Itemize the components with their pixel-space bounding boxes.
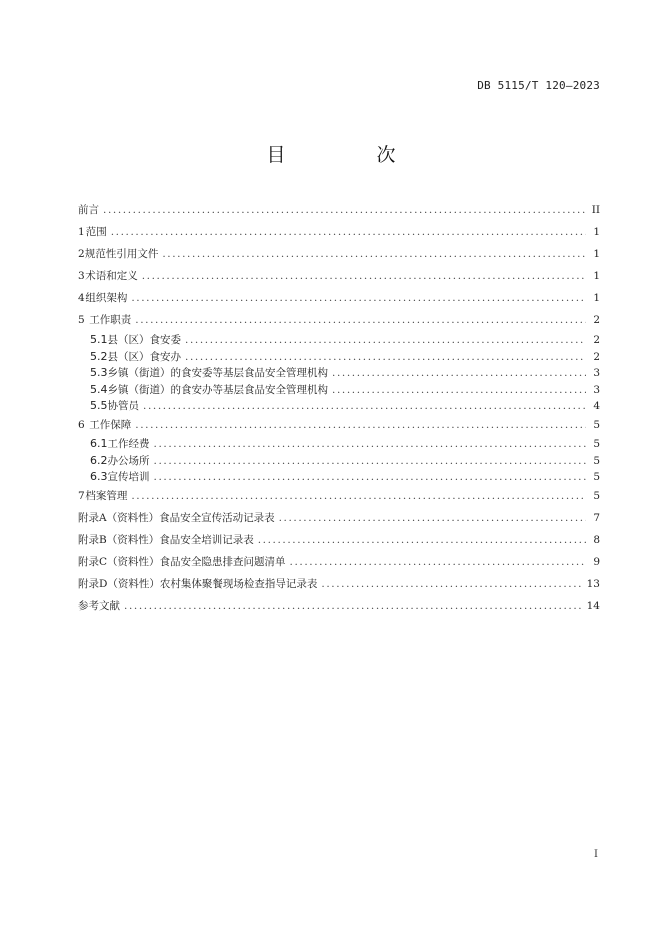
toc-dot-leader: [258, 533, 586, 548]
toc-section-number: 6.1: [90, 437, 108, 450]
toc-dot-leader: [321, 577, 580, 592]
toc-dot-leader: [143, 399, 586, 414]
toc-dot-leader: [154, 470, 587, 485]
toc-section-number: 5.4: [90, 382, 108, 396]
toc-label: 组织架构: [85, 292, 128, 304]
toc-section-number: 7: [78, 490, 85, 502]
toc-dot-leader: [111, 225, 586, 240]
toc-label: 办公场所: [107, 454, 150, 467]
toc-section-number: 4: [78, 292, 85, 304]
toc-annex-number: 附录A（资料性）: [78, 512, 160, 524]
toc-section-number: 6: [78, 419, 85, 431]
page-title: 目 次: [266, 144, 432, 166]
toc-label: 乡镇（街道）的食安办等基层食品安全管理机构: [107, 383, 328, 396]
toc-section-number: 1: [78, 226, 85, 238]
toc-dot-leader: [185, 333, 586, 348]
toc-page-number: II: [591, 204, 600, 216]
toc-page-number: 14: [586, 600, 600, 612]
toc-label: 档案管理: [85, 490, 128, 502]
toc-entry-6-2[interactable]: [78, 453, 600, 470]
toc-entry-organization[interactable]: [78, 291, 600, 313]
toc-label: 范围: [85, 226, 107, 238]
toc-section-number: 2: [78, 248, 85, 260]
toc-page-number: 5: [593, 471, 600, 483]
toc-entry-normative-references[interactable]: [78, 247, 600, 269]
toc-section-number: 5.3: [90, 366, 108, 379]
toc-dot-leader: [290, 555, 586, 570]
toc-label: 乡镇（街道）的食安委等基层食品安全管理机构: [107, 367, 328, 379]
toc-label: 前言: [78, 204, 99, 216]
toc-section-number: 5.5: [90, 399, 108, 412]
toc-label: 食品安全培训记录表: [159, 534, 254, 546]
toc-section-number: 5.1: [90, 333, 108, 346]
toc-dot-leader: [279, 511, 586, 526]
toc-section-number: 3: [78, 270, 85, 282]
toc-dot-leader: [103, 203, 586, 218]
toc-entry-5-1[interactable]: [78, 332, 600, 349]
toc-entry-foreword[interactable]: [78, 203, 600, 225]
toc-entry-annex-c[interactable]: [78, 555, 600, 577]
toc-entry-annex-d[interactable]: [78, 577, 600, 599]
toc-label: 宣传培训: [107, 471, 150, 483]
toc-dot-leader: [124, 599, 581, 614]
toc-section-number: 5: [78, 314, 85, 326]
toc-page-number: 9: [593, 556, 600, 568]
toc-dot-leader: [332, 383, 586, 398]
toc-page-number: 5: [593, 419, 600, 431]
document-number: DB 5115/T 120—2023: [477, 79, 600, 92]
toc-label: 工作保障: [89, 419, 132, 431]
toc-dot-leader: [185, 350, 586, 365]
toc-page-number: 1: [593, 226, 600, 238]
toc-entry-terms-definitions[interactable]: [78, 269, 600, 291]
toc-page-number: 3: [593, 383, 600, 396]
toc-dot-leader: [131, 489, 586, 504]
toc-annex-number: 附录C（资料性）: [78, 556, 160, 568]
toc-section-number: 5.2: [90, 349, 108, 363]
toc-page-number: 5: [593, 454, 600, 467]
toc-dot-leader: [154, 437, 587, 452]
toc-entry-archive-management[interactable]: [78, 489, 600, 511]
toc-label: 食品安全隐患排查问题清单: [159, 556, 286, 568]
toc-dot-leader: [131, 291, 586, 306]
toc-entry-6-1[interactable]: [78, 436, 600, 453]
toc-entry-5-3[interactable]: [78, 365, 600, 382]
toc-page-number: 1: [593, 270, 600, 282]
toc-label: 食品安全宣传活动记录表: [159, 512, 275, 524]
toc-dot-leader: [154, 454, 587, 469]
toc-entry-responsibilities[interactable]: [78, 313, 600, 332]
toc-page-number: 1: [593, 248, 600, 260]
toc-section-number: 6.2: [90, 453, 108, 467]
toc-page-number: 8: [593, 534, 600, 546]
toc-entry-work-guarantee[interactable]: [78, 418, 600, 436]
table-of-contents: [78, 203, 600, 621]
toc-annex-number: 附录B（资料性）: [78, 534, 160, 546]
toc-label: 术语和定义: [85, 270, 138, 282]
toc-label: 参考文献: [78, 600, 120, 612]
toc-page-number: 3: [593, 367, 600, 379]
toc-entry-scope[interactable]: [78, 225, 600, 247]
toc-page-number: 1: [593, 292, 600, 304]
footer-page-number: I: [594, 849, 598, 860]
toc-dot-leader: [162, 247, 586, 262]
toc-label: 协管员: [107, 400, 139, 412]
toc-page-number: 2: [593, 314, 600, 326]
toc-page-number: 4: [593, 400, 600, 412]
toc-label: 规范性引用文件: [84, 248, 159, 260]
toc-dot-leader: [135, 313, 586, 328]
toc-label: 工作职责: [89, 314, 132, 326]
toc-entry-5-2[interactable]: [78, 349, 600, 366]
toc-annex-number: 附录D（资料性）: [78, 578, 160, 590]
toc-dot-leader: [135, 418, 586, 433]
toc-page-number: 7: [593, 512, 600, 524]
toc-page-number: 13: [586, 578, 600, 590]
toc-label: 农村集体聚餐现场检查指导记录表: [159, 578, 318, 590]
toc-label: 工作经费: [107, 438, 150, 450]
toc-page-number: 2: [593, 350, 600, 363]
toc-entry-references[interactable]: [78, 599, 600, 621]
toc-label: 县（区）食安办: [107, 350, 181, 363]
toc-entry-5-4[interactable]: [78, 382, 600, 399]
toc-page-number: 2: [593, 334, 600, 346]
toc-dot-leader: [332, 366, 586, 381]
toc-label: 县（区）食安委: [107, 334, 181, 346]
toc-entry-6-3[interactable]: [78, 469, 600, 489]
toc-page-number: 5: [593, 490, 600, 502]
toc-entry-annex-b[interactable]: [78, 533, 600, 555]
toc-dot-leader: [142, 269, 586, 284]
toc-entry-annex-a[interactable]: [78, 511, 600, 533]
toc-entry-5-5[interactable]: [78, 398, 600, 418]
toc-section-number: 6.3: [90, 470, 108, 483]
toc-page-number: 5: [593, 438, 600, 450]
